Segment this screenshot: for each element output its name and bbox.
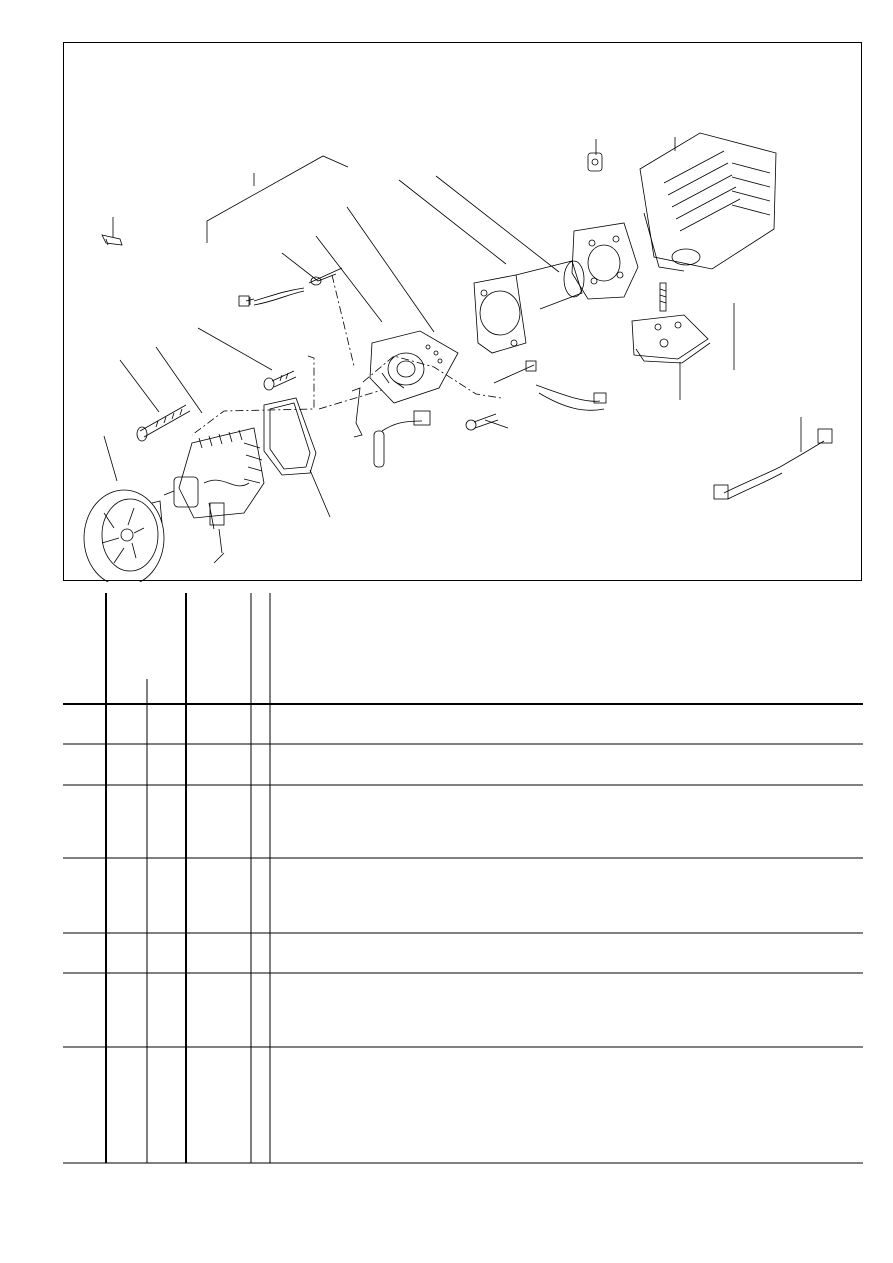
mounting-plate <box>632 315 710 363</box>
screw-short <box>264 371 296 390</box>
table-grid <box>63 593 863 1165</box>
gasket-plate <box>572 223 638 299</box>
fan-impeller <box>84 490 164 582</box>
screw-long <box>137 405 190 441</box>
combustion-tube <box>474 261 584 353</box>
wire-harness <box>714 429 832 499</box>
sensor-harness <box>494 361 606 410</box>
burner-plate <box>370 331 458 403</box>
small-screw <box>466 414 498 430</box>
glow-pin-harness <box>239 268 342 306</box>
stud <box>660 283 666 311</box>
alignment-lines <box>192 275 501 435</box>
motor-housing <box>164 428 264 563</box>
parts-list-table <box>63 593 863 1165</box>
exploded-diagram-frame <box>63 42 862 581</box>
clip <box>102 235 122 245</box>
nut <box>588 153 602 171</box>
heat-exchanger <box>640 133 776 271</box>
exploded-diagram <box>64 43 863 582</box>
